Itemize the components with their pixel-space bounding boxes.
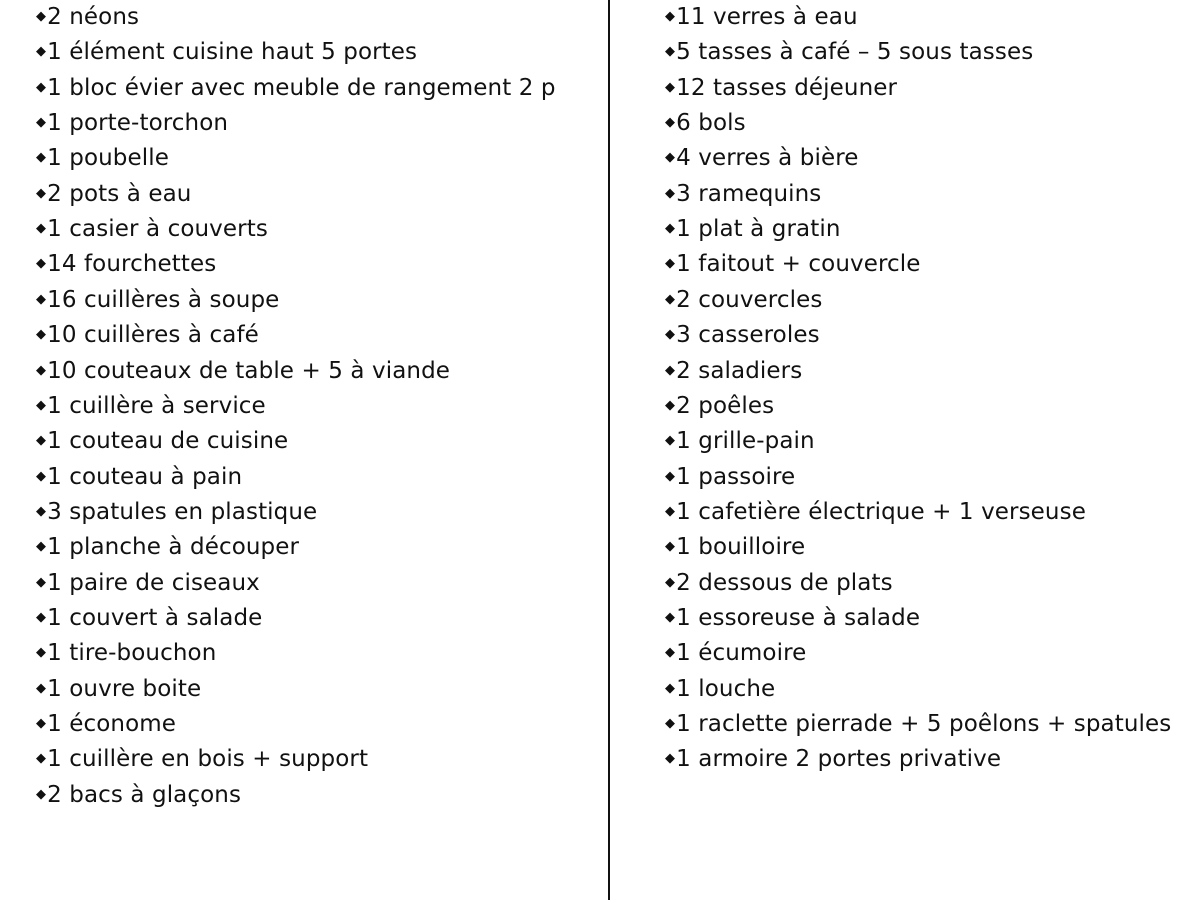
list-item bbox=[665, 498, 1086, 526]
diamond-bullet-icon: ◆ bbox=[665, 256, 676, 272]
list-item bbox=[665, 604, 920, 632]
item-label: 2 saladiers bbox=[676, 357, 803, 384]
diamond-bullet-icon: ◆ bbox=[36, 503, 47, 519]
list-item bbox=[36, 286, 279, 314]
item-label: 2 couvercles bbox=[676, 286, 823, 313]
diamond-bullet-icon: ◆ bbox=[36, 786, 47, 802]
list-item bbox=[665, 569, 893, 597]
list-item bbox=[36, 533, 299, 561]
list-item bbox=[665, 463, 795, 491]
list-item bbox=[665, 3, 858, 31]
diamond-bullet-icon: ◆ bbox=[36, 574, 47, 590]
item-label: 1 cuillère à service bbox=[47, 392, 266, 419]
list-item bbox=[36, 38, 417, 66]
diamond-bullet-icon: ◆ bbox=[665, 362, 676, 378]
list-item bbox=[665, 286, 822, 314]
list-item bbox=[665, 74, 897, 102]
item-label: 6 bols bbox=[676, 110, 746, 137]
list-item bbox=[36, 3, 139, 31]
diamond-bullet-icon: ◆ bbox=[36, 362, 47, 378]
item-label: 3 spatules en plastique bbox=[47, 498, 318, 525]
diamond-bullet-icon: ◆ bbox=[665, 751, 676, 767]
list-item bbox=[665, 639, 806, 667]
item-label: 11 verres à eau bbox=[676, 4, 858, 30]
diamond-bullet-icon: ◆ bbox=[665, 609, 676, 625]
list-item bbox=[665, 109, 746, 137]
list-item bbox=[665, 180, 821, 208]
diamond-bullet-icon: ◆ bbox=[36, 327, 47, 343]
list-item bbox=[36, 710, 176, 738]
diamond-bullet-icon: ◆ bbox=[36, 468, 47, 484]
item-label: 3 casseroles bbox=[676, 322, 820, 349]
list-item bbox=[36, 180, 191, 208]
diamond-bullet-icon: ◆ bbox=[36, 539, 47, 555]
item-label: 2 poêles bbox=[676, 392, 775, 419]
list-item bbox=[36, 781, 241, 809]
item-label: 1 tire-bouchon bbox=[47, 640, 217, 667]
list-item bbox=[36, 639, 216, 667]
diamond-bullet-icon: ◆ bbox=[665, 115, 676, 131]
list-item bbox=[36, 357, 450, 385]
diamond-bullet-icon: ◆ bbox=[36, 645, 47, 661]
item-label: 3 ramequins bbox=[676, 180, 822, 207]
list-item bbox=[665, 533, 805, 561]
diamond-bullet-icon: ◆ bbox=[665, 150, 676, 166]
item-label: 1 poubelle bbox=[47, 145, 169, 172]
diamond-bullet-icon: ◆ bbox=[665, 185, 676, 201]
item-label: 1 cuillère en bois + support bbox=[47, 746, 369, 773]
diamond-bullet-icon: ◆ bbox=[36, 185, 47, 201]
diamond-bullet-icon: ◆ bbox=[36, 716, 47, 731]
list-item bbox=[36, 109, 228, 137]
item-label: 5 tasses à café – 5 sous tasses bbox=[676, 39, 1034, 66]
list-item bbox=[36, 569, 260, 597]
item-label: 1 couteau à pain bbox=[47, 463, 243, 490]
item-label: 1 essoreuse à salade bbox=[676, 604, 921, 631]
list-item bbox=[36, 498, 317, 526]
diamond-bullet-icon: ◆ bbox=[665, 468, 676, 484]
list-item bbox=[665, 321, 820, 349]
item-label: 1 porte-torchon bbox=[47, 110, 229, 137]
item-label: 2 bacs à glaçons bbox=[47, 781, 242, 808]
diamond-bullet-icon: ◆ bbox=[36, 150, 47, 166]
diamond-bullet-icon: ◆ bbox=[36, 680, 47, 696]
list-item bbox=[36, 321, 259, 349]
item-label: 1 faitout + couvercle bbox=[676, 251, 921, 278]
list-item bbox=[665, 427, 815, 455]
diamond-bullet-icon: ◆ bbox=[665, 44, 676, 60]
item-label: 1 louche bbox=[676, 675, 776, 702]
item-label: 10 couteaux de table + 5 à viande bbox=[47, 357, 451, 384]
item-label: 1 couteau de cuisine bbox=[47, 428, 289, 455]
list-item bbox=[36, 144, 169, 172]
diamond-bullet-icon: ◆ bbox=[665, 327, 676, 343]
diamond-bullet-icon: ◆ bbox=[665, 503, 676, 519]
list-item bbox=[36, 463, 242, 491]
diamond-bullet-icon: ◆ bbox=[36, 609, 47, 625]
item-label: 1 ouvre boite bbox=[47, 675, 202, 702]
diamond-bullet-icon: ◆ bbox=[665, 79, 676, 95]
item-label: 1 écumoire bbox=[676, 640, 807, 667]
diamond-bullet-icon: ◆ bbox=[36, 751, 47, 767]
item-label: 1 élément cuisine haut 5 portes bbox=[47, 39, 418, 66]
diamond-bullet-icon: ◆ bbox=[665, 716, 676, 731]
list-item bbox=[36, 250, 216, 278]
column-divider bbox=[608, 0, 610, 900]
diamond-bullet-icon: ◆ bbox=[665, 433, 676, 449]
diamond-bullet-icon: ◆ bbox=[36, 221, 47, 237]
item-label: 14 fourchettes bbox=[47, 251, 217, 278]
item-label: 2 néons bbox=[47, 4, 140, 30]
item-label: 1 grille-pain bbox=[676, 428, 815, 455]
diamond-bullet-icon: ◆ bbox=[665, 9, 676, 24]
diamond-bullet-icon: ◆ bbox=[36, 9, 47, 24]
item-label: 1 bouilloire bbox=[676, 534, 806, 561]
diamond-bullet-icon: ◆ bbox=[36, 79, 47, 95]
diamond-bullet-icon: ◆ bbox=[665, 397, 676, 413]
diamond-bullet-icon: ◆ bbox=[665, 291, 676, 307]
item-label: 10 cuillères à café bbox=[47, 322, 259, 349]
list-item bbox=[36, 745, 368, 773]
item-label: 16 cuillères à soupe bbox=[47, 286, 280, 313]
item-label: 2 pots à eau bbox=[47, 180, 192, 207]
list-item bbox=[36, 74, 556, 102]
list-item bbox=[665, 215, 841, 243]
diamond-bullet-icon: ◆ bbox=[665, 221, 676, 237]
diamond-bullet-icon: ◆ bbox=[36, 291, 47, 307]
list-item bbox=[36, 675, 201, 703]
list-item bbox=[665, 745, 1001, 773]
item-label: 1 économe bbox=[47, 711, 177, 737]
list-item bbox=[665, 710, 1171, 738]
item-label: 1 cafetière électrique + 1 verseuse bbox=[676, 498, 1086, 525]
item-label: 12 tasses déjeuner bbox=[676, 74, 898, 101]
diamond-bullet-icon: ◆ bbox=[665, 539, 676, 555]
item-label: 1 couvert à salade bbox=[47, 604, 263, 631]
diamond-bullet-icon: ◆ bbox=[665, 574, 676, 590]
list-item bbox=[665, 357, 802, 385]
list-item bbox=[665, 675, 775, 703]
item-label: 1 casier à couverts bbox=[47, 216, 268, 243]
item-label: 1 plat à gratin bbox=[676, 216, 841, 243]
list-item bbox=[665, 250, 921, 278]
diamond-bullet-icon: ◆ bbox=[36, 433, 47, 449]
diamond-bullet-icon: ◆ bbox=[36, 115, 47, 131]
list-item bbox=[36, 215, 268, 243]
diamond-bullet-icon: ◆ bbox=[665, 645, 676, 661]
item-label: 1 paire de ciseaux bbox=[47, 569, 260, 596]
item-label: 1 raclette pierrade + 5 poêlons + spatules bbox=[676, 711, 1172, 737]
list-item bbox=[36, 427, 288, 455]
diamond-bullet-icon: ◆ bbox=[36, 256, 47, 272]
list-item bbox=[36, 392, 266, 420]
list-item bbox=[665, 38, 1033, 66]
item-label: 1 passoire bbox=[676, 463, 796, 490]
item-label: 1 planche à découper bbox=[47, 534, 300, 561]
item-label: 1 armoire 2 portes privative bbox=[676, 746, 1002, 773]
item-label: 1 bloc évier avec meuble de rangement 2 p bbox=[47, 74, 556, 101]
diamond-bullet-icon: ◆ bbox=[36, 397, 47, 413]
item-label: 2 dessous de plats bbox=[676, 569, 893, 596]
list-item bbox=[665, 144, 859, 172]
diamond-bullet-icon: ◆ bbox=[665, 680, 676, 696]
diamond-bullet-icon: ◆ bbox=[36, 44, 47, 60]
item-label: 4 verres à bière bbox=[676, 145, 859, 172]
list-item bbox=[665, 392, 774, 420]
list-item bbox=[36, 604, 262, 632]
